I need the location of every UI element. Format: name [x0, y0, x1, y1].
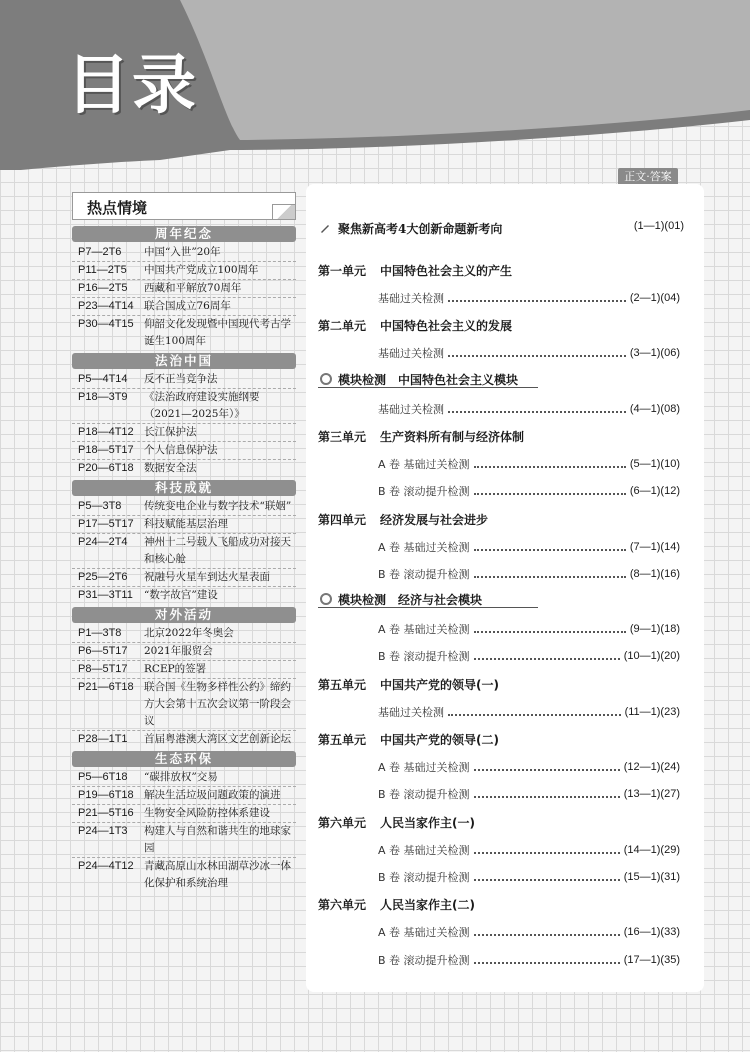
toc-panel: [306, 184, 704, 992]
topic-row[interactable]: [72, 262, 296, 280]
entry-pages: (3—1)(06): [629, 347, 680, 360]
topic-code: P8—5T17: [78, 663, 128, 675]
topic-code: P18—4T12: [78, 426, 134, 438]
topic-text: RCEP的签署: [144, 663, 207, 675]
focus-title: 聚焦新高考4大创新命题新考向: [338, 222, 503, 236]
topic-row[interactable]: [72, 371, 296, 389]
dot-leader: [474, 956, 620, 964]
topic-text: “数字故宫”建设: [144, 589, 218, 601]
unit-number: 第一单元: [318, 264, 367, 278]
topic-row[interactable]: [72, 787, 296, 805]
toc-entry[interactable]: [378, 621, 680, 637]
unit-title: 经济发展与社会进步: [380, 512, 489, 527]
topic-code: P24—4T12: [78, 860, 134, 872]
entry-pages: (8—1)(16): [629, 567, 680, 580]
topic-text: 首届粤港澳大湾区文艺创新论坛: [144, 733, 291, 745]
entry-label: 基础过关检测: [378, 402, 444, 416]
topic-row[interactable]: [72, 679, 296, 731]
entry-label: B 卷 滚动提升检测: [378, 485, 470, 499]
topic-text: 解决生活垃圾问题政策的演进: [144, 789, 281, 801]
module-title: 模块检测 经济与社会模块: [338, 593, 483, 608]
entry-pages: (2—1)(04): [629, 292, 680, 304]
toc-entry[interactable]: [378, 290, 680, 306]
topic-text: 中国共产党成立100周年: [144, 264, 259, 276]
entry-pages: (6—1)(12): [629, 485, 680, 498]
hot-topics-column: [72, 192, 296, 892]
topic-code: P5—4T14: [78, 373, 128, 385]
topic-code: P21—6T18: [78, 681, 134, 693]
entry-label: B 卷 滚动提升检测: [378, 953, 470, 967]
topic-row[interactable]: [72, 316, 296, 350]
topic-row[interactable]: [72, 460, 296, 477]
unit-heading[interactable]: [318, 428, 524, 445]
topic-row[interactable]: [72, 858, 296, 892]
unit-heading[interactable]: [318, 731, 499, 748]
topic-row[interactable]: [72, 731, 296, 748]
topic-row[interactable]: [72, 643, 296, 661]
unit-heading[interactable]: [318, 317, 512, 334]
entry-label: B 卷 滚动提升检测: [378, 567, 470, 581]
unit-number: 第六单元: [318, 815, 367, 830]
topic-text: 构建人与自然和谐共生的地球家园: [144, 825, 291, 854]
unit-number: 第二单元: [318, 319, 367, 334]
entry-pages: (12—1)(24): [623, 761, 680, 773]
topic-row[interactable]: [72, 442, 296, 460]
topic-code: P11—2T5: [78, 264, 127, 276]
entry-pages: (11—1)(23): [624, 705, 680, 718]
topic-row[interactable]: [72, 424, 296, 442]
dot-leader: [474, 928, 620, 936]
topic-text: 反不正当竞争法: [144, 373, 218, 385]
dot-leader: [474, 846, 620, 854]
entry-pages: (14—1)(29): [623, 843, 680, 856]
unit-heading[interactable]: [318, 896, 475, 913]
topic-code: P31—3T11: [78, 589, 133, 601]
dot-leader: [448, 405, 626, 413]
entry-label: A 卷 基础过关检测: [378, 843, 470, 857]
topic-code: P16—2T5: [78, 282, 128, 294]
dot-leader: [474, 652, 620, 660]
unit-heading[interactable]: [318, 676, 499, 693]
topic-text: 西藏和平解放70周年: [144, 282, 242, 294]
topic-text: 北京2022年冬奥会: [144, 627, 234, 639]
magnifier-icon: [320, 593, 332, 605]
pen-icon: [320, 223, 330, 233]
unit-number: 第三单元: [318, 429, 367, 444]
unit-heading[interactable]: [318, 511, 488, 528]
toc-entry[interactable]: [378, 483, 680, 499]
section-header: 对外活动: [72, 607, 296, 623]
focus-entry[interactable]: [320, 220, 690, 237]
dot-leader: [474, 570, 626, 578]
topic-row[interactable]: [72, 280, 296, 298]
topic-code: P21—5T16: [78, 807, 134, 819]
unit-number: 第五单元: [318, 733, 367, 747]
topic-text: 联合国成立76周年: [144, 300, 231, 312]
unit-number: 第五单元: [318, 677, 367, 692]
toc-entry[interactable]: [378, 869, 680, 885]
topic-row[interactable]: [72, 498, 296, 516]
section-list: [72, 371, 296, 477]
entry-label: A 卷 基础过关检测: [378, 457, 470, 471]
topic-text: 数据安全法: [144, 462, 197, 474]
topic-row[interactable]: [72, 823, 296, 858]
unit-title: 人民当家作主(一): [380, 815, 475, 830]
section-list: [72, 498, 296, 604]
dot-leader: [474, 763, 620, 771]
entry-pages: (16—1)(33): [623, 926, 680, 939]
topic-text: “碳排放权”交易: [144, 771, 218, 783]
dot-leader: [448, 708, 621, 716]
topic-text: 中国“入世”20年: [144, 246, 221, 258]
hot-topics-title: 热点情境: [87, 199, 148, 217]
toc-entry[interactable]: [378, 924, 680, 940]
page-title: 目录: [66, 49, 198, 123]
page-curl-icon: [272, 204, 295, 219]
entry-pages: (4—1)(08): [629, 402, 680, 415]
topic-code: P18—3T9: [78, 391, 128, 403]
unit-title: 中国特色社会主义的产生: [380, 264, 513, 278]
entry-label: B 卷 滚动提升检测: [378, 650, 470, 664]
unit-heading[interactable]: [318, 814, 475, 831]
topic-code: P28—1T1: [78, 733, 128, 745]
unit-title: 中国共产党的领导(一): [380, 677, 499, 692]
entry-pages: (9—1)(18): [629, 623, 680, 636]
entry-label: B 卷 滚动提升检测: [378, 788, 470, 802]
topic-row[interactable]: [72, 298, 296, 316]
module-title: 模块检测 中国特色社会主义模块: [338, 372, 519, 387]
entry-pages: (10—1)(20): [623, 650, 680, 663]
topic-row[interactable]: [72, 534, 296, 569]
toc-entry[interactable]: [378, 456, 680, 472]
topic-code: P5—3T8: [78, 500, 122, 512]
topic-code: P18—5T17: [78, 444, 134, 456]
module-heading[interactable]: [318, 591, 538, 608]
entry-pages: (15—1)(31): [623, 870, 680, 883]
topic-code: P24—2T4: [78, 536, 128, 548]
toc-entry[interactable]: [378, 345, 680, 361]
toc-entry[interactable]: [378, 566, 680, 582]
dot-leader: [474, 625, 626, 633]
dot-leader: [474, 873, 620, 881]
toc-entry[interactable]: [378, 401, 680, 417]
dot-leader: [448, 294, 626, 302]
entry-pages: (5—1)(10): [629, 457, 680, 470]
topic-text: 长江保护法: [144, 426, 197, 438]
topic-code: P1—3T8: [78, 627, 122, 639]
topic-code: P6—5T17: [78, 645, 128, 657]
dot-leader: [474, 790, 620, 798]
topic-row[interactable]: [72, 389, 296, 424]
unit-title: 人民当家作主(二): [380, 898, 475, 913]
topic-code: P30—4T15: [78, 318, 134, 330]
entry-label: A 卷 基础过关检测: [378, 623, 470, 637]
topic-row[interactable]: [72, 516, 296, 534]
dot-leader: [474, 543, 626, 551]
toc-entry[interactable]: [378, 759, 680, 775]
topic-text: 《法治政府建设实施纲要（2021—2025年）》: [144, 391, 260, 420]
entry-label: A 卷 基础过关检测: [378, 926, 470, 940]
section-header: 生态环保: [72, 751, 296, 767]
toc-entry[interactable]: [378, 786, 680, 802]
topic-text: 神州十二号载人飞船成功对接天和核心舱: [144, 536, 291, 565]
topic-text: 青藏高原山水林田湖草沙冰一体化保护和系统治理: [144, 860, 291, 889]
module-heading[interactable]: [318, 371, 538, 388]
toc-entry[interactable]: [378, 842, 680, 858]
topic-row[interactable]: [72, 625, 296, 643]
toc-entry[interactable]: [378, 952, 680, 968]
topic-text: 仰韶文化发现暨中国现代考古学诞生100周年: [144, 318, 291, 347]
section-list: [72, 769, 296, 892]
topic-code: P5—6T18: [78, 771, 128, 783]
toc-entry[interactable]: [378, 539, 680, 555]
topic-text: 传统变电企业与数字技术“联姻”: [144, 500, 292, 512]
dot-leader: [474, 460, 626, 468]
entry-pages: (7—1)(14): [629, 540, 680, 553]
entry-label: A 卷 基础过关检测: [378, 761, 470, 774]
entry-pages: (17—1)(35): [623, 953, 680, 966]
magnifier-icon: [320, 373, 332, 385]
hot-topics-heading: [72, 192, 296, 220]
unit-number: 第四单元: [318, 512, 367, 527]
entry-label: 基础过关检测: [378, 292, 444, 305]
entry-pages: (13—1)(27): [623, 788, 680, 801]
topic-code: P19—6T18: [78, 789, 134, 801]
topic-text: 个人信息保护法: [144, 444, 218, 456]
entry-label: A 卷 基础过关检测: [378, 540, 470, 554]
topic-code: P7—2T6: [78, 246, 122, 258]
unit-heading[interactable]: [318, 262, 512, 279]
topic-text: 生物安全风险防控体系建设: [144, 807, 270, 819]
topic-text: 科技赋能基层治理: [144, 518, 228, 530]
unit-title: 生产资料所有制与经济体制: [380, 429, 525, 444]
unit-title: 中国共产党的领导(二): [380, 733, 499, 747]
topic-text: 联合国《生物多样性公约》缔约方大会第十五次会议第一阶段会议: [144, 681, 291, 727]
section-header: 周年纪念: [72, 226, 296, 242]
dot-leader: [448, 349, 626, 357]
topic-code: P23—4T14: [78, 300, 134, 312]
entry-label: 基础过关检测: [378, 347, 444, 361]
toc-entry[interactable]: [378, 648, 680, 664]
dot-leader: [474, 487, 626, 495]
toc-entry[interactable]: [378, 704, 680, 720]
section-header: 法治中国: [72, 353, 296, 369]
unit-number: 第六单元: [318, 898, 367, 913]
topic-text: 2021年服贸会: [144, 645, 213, 657]
topic-sections: [72, 226, 296, 892]
section-header: 科技成就: [72, 480, 296, 496]
entry-label: 基础过关检测: [378, 705, 444, 719]
focus-pages: (1—1)(01): [633, 220, 684, 232]
entry-label: B 卷 滚动提升检测: [378, 870, 470, 884]
topic-text: 祝融号火星车到达火星表面: [144, 571, 270, 583]
topic-code: P17—5T17: [78, 518, 134, 530]
topic-code: P25—2T6: [78, 571, 128, 583]
section-list: [72, 244, 296, 350]
topic-row[interactable]: [72, 805, 296, 823]
topic-row[interactable]: [72, 244, 296, 262]
topic-row[interactable]: [72, 769, 296, 787]
answer-tag: 正文·答案: [618, 168, 678, 186]
topic-row[interactable]: [72, 661, 296, 679]
topic-code: P20—6T18: [78, 462, 134, 474]
topic-code: P24—1T3: [78, 825, 128, 837]
unit-title: 中国特色社会主义的发展: [380, 319, 513, 334]
topic-row[interactable]: [72, 587, 296, 604]
section-list: [72, 625, 296, 748]
topic-row[interactable]: [72, 569, 296, 587]
